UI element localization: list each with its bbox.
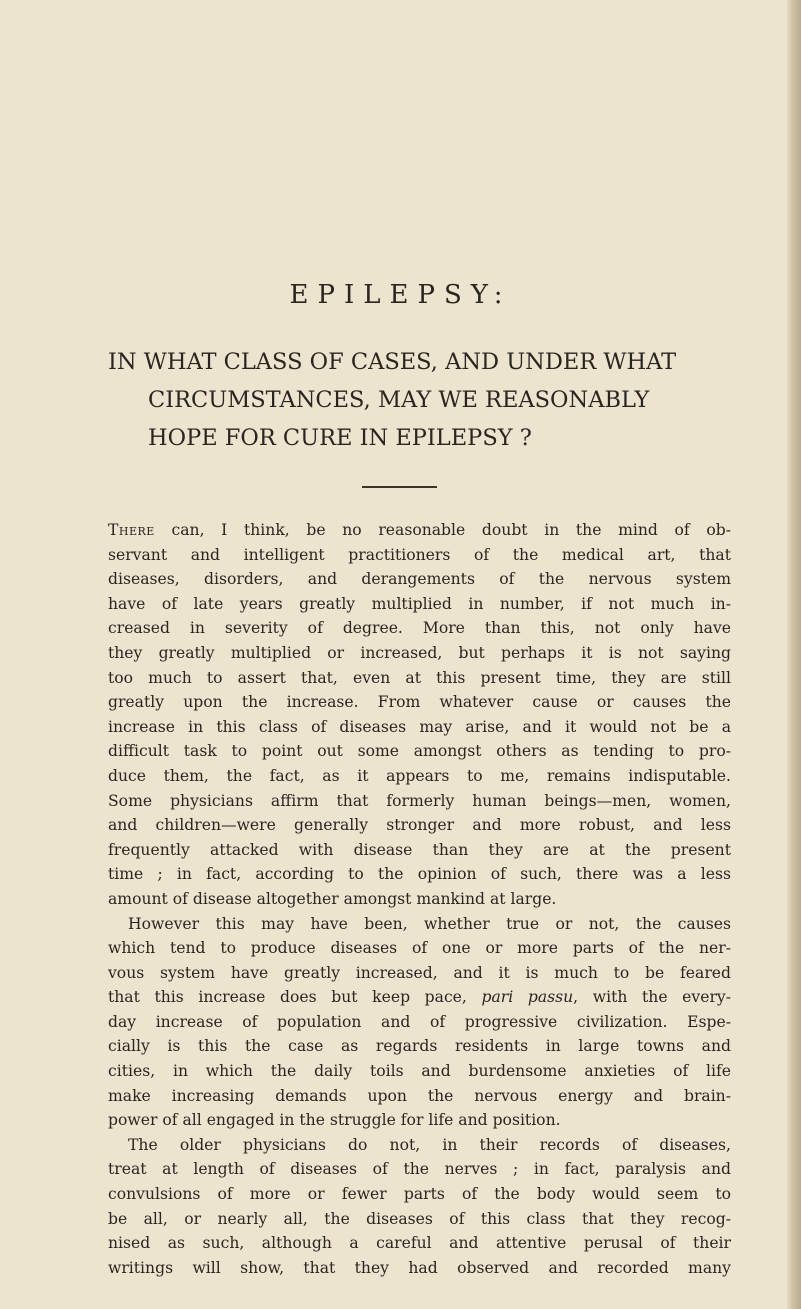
text-line: However this may have been, whether true or not, the causes: [128, 914, 731, 933]
text-line: cially is this the case as regards residents in large towns and: [108, 1037, 731, 1056]
subtitle-line: CIRCUMSTANCES, MAY WE REASONABLY: [148, 387, 650, 413]
text-fragment: that this increase does but keep pace,: [108, 988, 482, 1007]
lead-word: There: [108, 521, 155, 539]
text-line: cities, in which the daily toils and burdensome anxieties of life: [108, 1062, 731, 1081]
text-line: frequently attacked with disease than they are at the present: [108, 840, 731, 859]
text-line: time ; in fact, according to the opinion of such, there was a less: [108, 865, 731, 884]
text-line: greatly upon the increase. From whatever cause or causes the: [108, 693, 731, 712]
text-fragment: can, I think, be no reasonable doubt in the mind of ob-: [154, 521, 731, 539]
text-line: day increase of population and of progressive civilization. Espe-: [108, 1012, 731, 1031]
text-line: increase in this class of diseases may arise, and it would not be a: [108, 717, 731, 736]
text-line: make increasing demands upon the nervous energy and brain-: [108, 1086, 731, 1105]
text-fragment: , with the every-: [573, 988, 731, 1007]
text-line: Some physicians affirm that formerly human beings—men, women,: [108, 791, 731, 810]
text-line: they greatly multiplied or increased, but perhaps it is not saying: [108, 643, 731, 662]
text-line: [108, 518, 731, 543]
text-line: power of all engaged in the struggle for life and position.: [108, 1111, 561, 1130]
text-line: difficult task to point out some amongst others as tending to pro-: [108, 742, 731, 761]
text-line: be all, or nearly all, the diseases of this class that they recog-: [108, 1209, 731, 1228]
text-line: [108, 985, 731, 1010]
text-line: The older physicians do not, in their records of diseases,: [128, 1135, 731, 1154]
text-line: servant and intelligent practitioners of the medical art, that: [108, 545, 731, 564]
body-text: [108, 518, 731, 1280]
text-line: nised as such, although a careful and attentive perusal of their: [108, 1234, 731, 1253]
subtitle-line: HOPE FOR CURE IN EPILEPSY ?: [148, 425, 532, 451]
text-line: creased in severity of degree. More than this, not only have: [108, 619, 731, 638]
text-line: which tend to produce diseases of one or more parts of the ner-: [108, 939, 731, 958]
text-line: and children—were generally stronger and more robust, and less: [108, 816, 731, 835]
text-line: treat at length of diseases of the nerves ; in fact, paralysis and: [108, 1160, 731, 1179]
text-line: too much to assert that, even at this present time, they are still: [108, 668, 731, 687]
chapter-subtitle: [108, 343, 728, 457]
subtitle-line: IN WHAT CLASS OF CASES, AND UNDER WHAT: [108, 349, 677, 375]
text-line: amount of disease altogether amongst mankind at large.: [108, 889, 557, 908]
text-line: vous system have greatly increased, and it is much to be feared: [108, 963, 731, 982]
text-line: convulsions of more or fewer parts of the body would seem to: [108, 1185, 731, 1204]
text-line: diseases, disorders, and derangements of the nervous system: [108, 570, 731, 589]
page-title: EPILEPSY:: [289, 280, 512, 310]
section-divider: [362, 486, 437, 488]
page-edge: [787, 0, 801, 1309]
text-line: duce them, the fact, as it appears to me, remains indisputable.: [108, 766, 731, 785]
italic-phrase: pari passu: [481, 988, 574, 1007]
text-line: writings will show, that they had observed and recorded many: [108, 1258, 731, 1277]
text-line: have of late years greatly multiplied in number, if not much in-: [108, 594, 731, 613]
